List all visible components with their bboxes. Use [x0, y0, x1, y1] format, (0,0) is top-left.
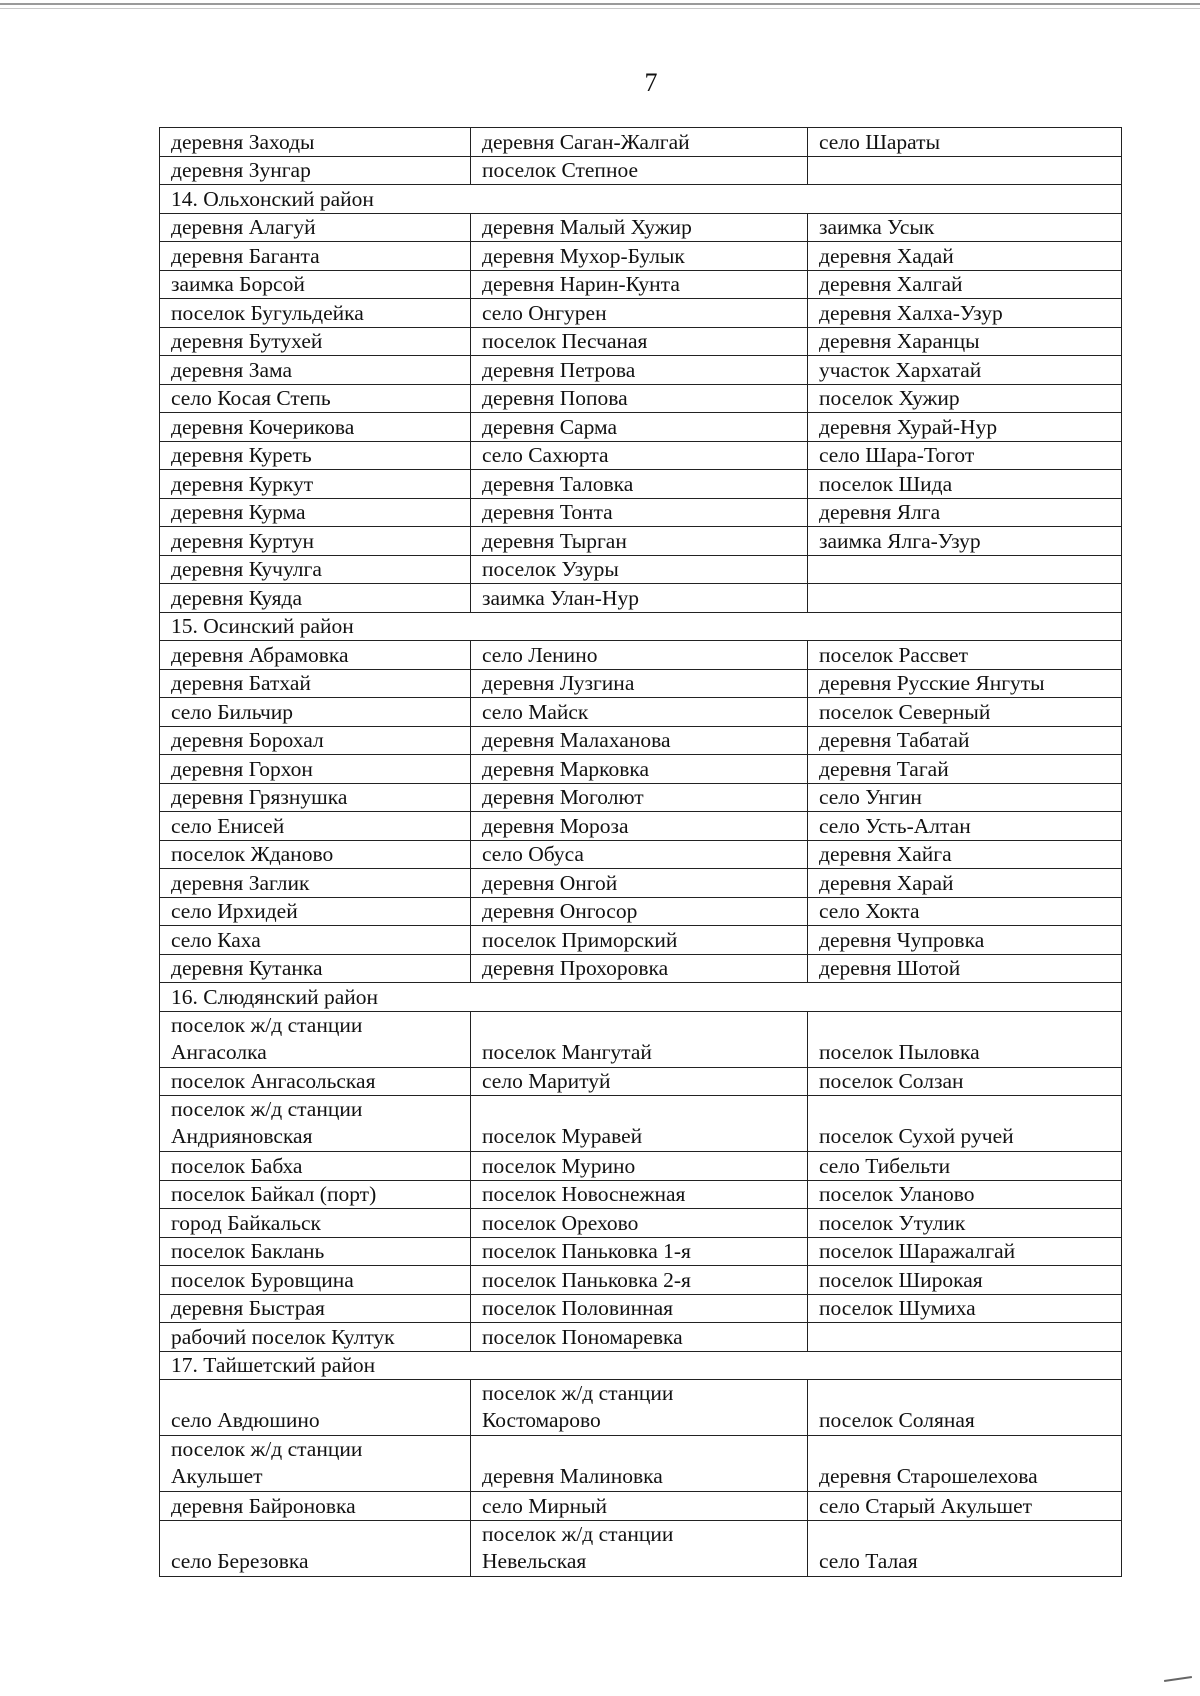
table-cell: село Шараты [808, 128, 1122, 157]
cell-line-1 [819, 1521, 1121, 1548]
table-cell: рабочий поселок Култук [160, 1323, 471, 1352]
table-cell [160, 1096, 471, 1152]
table-row [160, 1011, 1122, 1067]
table-cell: поселок Северный [808, 698, 1122, 727]
table-cell: поселок Широкая [808, 1266, 1122, 1295]
table-cell: село Усть-Алтан [808, 812, 1122, 841]
table-cell: деревня Батхай [160, 669, 471, 698]
cell-line-2: поселок Пыловка [819, 1039, 980, 1064]
table-cell [808, 156, 1122, 185]
table-row [160, 555, 1122, 584]
table-row [160, 926, 1122, 955]
table-cell: поселок Песчаная [471, 327, 808, 356]
district-header: 17. Тайшетский район [160, 1351, 1122, 1380]
table-cell: поселок Хужир [808, 384, 1122, 413]
table-cell: поселок Половинная [471, 1294, 808, 1323]
table-row [160, 726, 1122, 755]
table-row [160, 1096, 1122, 1152]
cell-line-2: поселок Соляная [819, 1408, 975, 1432]
cell-line-2: село Березовка [171, 1548, 309, 1573]
cell-line-1 [171, 1521, 470, 1548]
table-cell: поселок Рассвет [808, 641, 1122, 670]
cell-line-1 [819, 1380, 1121, 1407]
table-cell: деревня Быстрая [160, 1294, 471, 1323]
district-header: 14. Ольхонский район [160, 185, 1122, 214]
table-row [160, 441, 1122, 470]
table-cell: деревня Тырган [471, 527, 808, 556]
table-row [160, 698, 1122, 727]
cell-line-2: Невельская [482, 1548, 587, 1573]
table-row [160, 812, 1122, 841]
table-cell: поселок Бабха [160, 1152, 471, 1181]
table-row [160, 954, 1122, 983]
table-cell [808, 1011, 1122, 1067]
table-cell: деревня Заходы [160, 128, 471, 157]
table-cell [808, 584, 1122, 613]
table-cell: село Мирный [471, 1492, 808, 1521]
cell-line-1: поселок ж/д станции [171, 1097, 363, 1121]
cell-line-2: поселок Муравей [482, 1124, 643, 1148]
table-row [160, 270, 1122, 299]
table-cell: деревня Тонта [471, 498, 808, 527]
table-row [160, 1237, 1122, 1266]
table-cell: деревня Табатай [808, 726, 1122, 755]
table-row [160, 213, 1122, 242]
table-cell: село Каха [160, 926, 471, 955]
table-cell: село Маритуй [471, 1067, 808, 1096]
table-cell: деревня Саган-Жалгай [471, 128, 808, 157]
table-row [160, 128, 1122, 157]
table-cell: деревня Онгосор [471, 897, 808, 926]
table-row [160, 299, 1122, 328]
table-row [160, 527, 1122, 556]
table-cell [160, 1520, 471, 1576]
table-cell: деревня Кочерикова [160, 413, 471, 442]
table-cell: поселок Пономаревка [471, 1323, 808, 1352]
table-cell: заимка Усык [808, 213, 1122, 242]
table-cell: поселок Баклань [160, 1237, 471, 1266]
cell-line-1: поселок ж/д станции [482, 1381, 674, 1405]
table-row [160, 498, 1122, 527]
table-row [160, 1492, 1122, 1521]
table-cell: поселок Бугульдейка [160, 299, 471, 328]
table-cell: село Майск [471, 698, 808, 727]
table-cell: село Унгин [808, 783, 1122, 812]
table-cell: деревня Байроновка [160, 1492, 471, 1521]
table-cell [160, 1380, 471, 1436]
table-cell: деревня Петрова [471, 356, 808, 385]
table-cell: поселок Новоснежная [471, 1180, 808, 1209]
table-cell: деревня Ялга [808, 498, 1122, 527]
table-row [160, 156, 1122, 185]
table-cell: деревня Харанцы [808, 327, 1122, 356]
table-cell: деревня Алагуй [160, 213, 471, 242]
table-cell: деревня Абрамовка [160, 641, 471, 670]
table-cell: деревня Бутухей [160, 327, 471, 356]
district-header-row [160, 612, 1122, 641]
table-row [160, 897, 1122, 926]
table-cell: поселок Паньковка 1-я [471, 1237, 808, 1266]
table-cell: деревня Халгай [808, 270, 1122, 299]
table-cell: деревня Халха-Узур [808, 299, 1122, 328]
table-cell: заимка Борсой [160, 270, 471, 299]
cell-line-1 [819, 1436, 1121, 1463]
district-header-row [160, 983, 1122, 1012]
table-cell: участок Хархатай [808, 356, 1122, 385]
cell-line-2: поселок Сухой ручей [819, 1124, 1014, 1148]
table-cell: город Байкальск [160, 1209, 471, 1238]
table-cell: деревня Грязнушка [160, 783, 471, 812]
table-row [160, 1180, 1122, 1209]
cell-line-1 [482, 1436, 807, 1463]
table-row [160, 1436, 1122, 1492]
table-cell: село Бильчир [160, 698, 471, 727]
table-cell: поселок Приморский [471, 926, 808, 955]
table-cell: заимка Ялга-Узур [808, 527, 1122, 556]
table-cell: деревня Куртун [160, 527, 471, 556]
table-row [160, 1380, 1122, 1436]
table-cell [160, 1011, 471, 1067]
table-cell [808, 1436, 1122, 1492]
table-row [160, 1323, 1122, 1352]
table-cell: поселок Жданово [160, 840, 471, 869]
cell-line-1: поселок ж/д станции [171, 1437, 363, 1461]
table-row [160, 413, 1122, 442]
table-cell: деревня Зунгар [160, 156, 471, 185]
settlements-table [159, 127, 1122, 1577]
table-cell: деревня Хурай-Нур [808, 413, 1122, 442]
table-cell: поселок Орехово [471, 1209, 808, 1238]
cell-line-2: Костомарово [482, 1408, 601, 1432]
table-cell: деревня Онгой [471, 869, 808, 898]
table-cell [160, 1436, 471, 1492]
table-cell: поселок Паньковка 2-я [471, 1266, 808, 1295]
scan-edge-line-secondary [0, 8, 1200, 9]
table-cell: деревня Мухор-Булык [471, 242, 808, 271]
table-cell: село Косая Степь [160, 384, 471, 413]
district-header-row [160, 185, 1122, 214]
table-cell [808, 1520, 1122, 1576]
cell-line-2: Андрияновская [171, 1124, 313, 1148]
table-cell: поселок Байкал (порт) [160, 1180, 471, 1209]
table-cell: село Старый Акульшет [808, 1492, 1122, 1521]
table-row [160, 669, 1122, 698]
cell-line-1: поселок ж/д станции [171, 1012, 363, 1037]
table-cell: село Сахюрта [471, 441, 808, 470]
table-cell: село Енисей [160, 812, 471, 841]
table-cell: деревня Чупровка [808, 926, 1122, 955]
table-cell: поселок Степное [471, 156, 808, 185]
table-cell: село Онгурен [471, 299, 808, 328]
table-cell: деревня Прохоровка [471, 954, 808, 983]
table-cell: деревня Моголют [471, 783, 808, 812]
table-row [160, 470, 1122, 499]
table-cell: деревня Сарма [471, 413, 808, 442]
table-cell: село Тибельти [808, 1152, 1122, 1181]
table-cell: деревня Борохал [160, 726, 471, 755]
table-cell: деревня Куреть [160, 441, 471, 470]
table-cell: деревня Курма [160, 498, 471, 527]
table-cell [808, 555, 1122, 584]
table-cell [808, 1323, 1122, 1352]
table-cell: поселок Мурино [471, 1152, 808, 1181]
table-row [160, 1152, 1122, 1181]
table-cell: деревня Харай [808, 869, 1122, 898]
cell-line-2: Акульшет [171, 1464, 263, 1488]
cell-line-2: Ангасолка [171, 1039, 267, 1064]
table-cell [471, 1096, 808, 1152]
table-row [160, 584, 1122, 613]
cell-line-2: село Талая [819, 1548, 918, 1573]
table-cell: деревня Малаханова [471, 726, 808, 755]
cell-line-1 [482, 1012, 807, 1039]
cell-line-1 [819, 1012, 1121, 1039]
table-cell: деревня Лузгина [471, 669, 808, 698]
table-row [160, 869, 1122, 898]
cell-line-1 [482, 1096, 807, 1123]
table-cell [808, 1380, 1122, 1436]
table-cell: деревня Малый Хужир [471, 213, 808, 242]
settlements-table-body [160, 128, 1122, 1577]
table-row [160, 840, 1122, 869]
table-row [160, 783, 1122, 812]
table-cell: деревня Русские Янгуты [808, 669, 1122, 698]
table-cell: деревня Хайга [808, 840, 1122, 869]
district-header: 16. Слюдянский район [160, 983, 1122, 1012]
table-cell [471, 1011, 808, 1067]
table-cell [808, 1096, 1122, 1152]
table-cell: село Ирхидей [160, 897, 471, 926]
cell-line-1 [819, 1096, 1121, 1123]
table-cell: поселок Ангасольская [160, 1067, 471, 1096]
scan-mark [1164, 1676, 1192, 1682]
table-cell: заимка Улан-Нур [471, 584, 808, 613]
table-row [160, 641, 1122, 670]
table-cell: поселок Уланово [808, 1180, 1122, 1209]
scan-edge-line [0, 3, 1200, 5]
table-cell: деревня Тагай [808, 755, 1122, 784]
table-row [160, 1209, 1122, 1238]
table-cell: деревня Марковка [471, 755, 808, 784]
table-cell: деревня Горхон [160, 755, 471, 784]
table-cell: поселок Шаражалгай [808, 1237, 1122, 1266]
table-row [160, 1520, 1122, 1576]
cell-line-2: деревня Малиновка [482, 1464, 663, 1488]
table-cell: деревня Баганта [160, 242, 471, 271]
table-cell: деревня Куркут [160, 470, 471, 499]
table-row [160, 327, 1122, 356]
table-cell: поселок Шумиха [808, 1294, 1122, 1323]
page-number: 7 [644, 68, 658, 97]
table-cell: село Ленино [471, 641, 808, 670]
table-cell [471, 1380, 808, 1436]
table-row [160, 1067, 1122, 1096]
table-cell: село Обуса [471, 840, 808, 869]
table-row [160, 356, 1122, 385]
table-row [160, 1294, 1122, 1323]
cell-line-1 [171, 1380, 470, 1407]
table-cell: деревня Нарин-Кунта [471, 270, 808, 299]
table-cell: деревня Кучулга [160, 555, 471, 584]
table-row [160, 755, 1122, 784]
table-cell: деревня Попова [471, 384, 808, 413]
table-cell: поселок Утулик [808, 1209, 1122, 1238]
table-cell: село Хокта [808, 897, 1122, 926]
table-cell: деревня Шотой [808, 954, 1122, 983]
table-cell [471, 1436, 808, 1492]
district-header-row [160, 1351, 1122, 1380]
table-cell: деревня Таловка [471, 470, 808, 499]
table-cell: село Шара-Тогот [808, 441, 1122, 470]
cell-line-1: поселок ж/д станции [482, 1521, 674, 1546]
cell-line-2: село Авдюшино [171, 1408, 320, 1432]
table-row [160, 242, 1122, 271]
table-cell: деревня Куяда [160, 584, 471, 613]
table-cell: деревня Хадай [808, 242, 1122, 271]
table-cell: поселок Буровщина [160, 1266, 471, 1295]
table-cell: деревня Кутанка [160, 954, 471, 983]
table-row [160, 1266, 1122, 1295]
table-cell: деревня Зама [160, 356, 471, 385]
table-cell: деревня Мороза [471, 812, 808, 841]
table-cell: поселок Шида [808, 470, 1122, 499]
table-cell: деревня Заглик [160, 869, 471, 898]
district-header: 15. Осинский район [160, 612, 1122, 641]
table-row [160, 384, 1122, 413]
table-cell [471, 1520, 808, 1576]
cell-line-2: деревня Старошелехова [819, 1464, 1038, 1488]
cell-line-2: поселок Мангутай [482, 1039, 652, 1064]
table-cell: поселок Солзан [808, 1067, 1122, 1096]
table-cell: поселок Узуры [471, 555, 808, 584]
